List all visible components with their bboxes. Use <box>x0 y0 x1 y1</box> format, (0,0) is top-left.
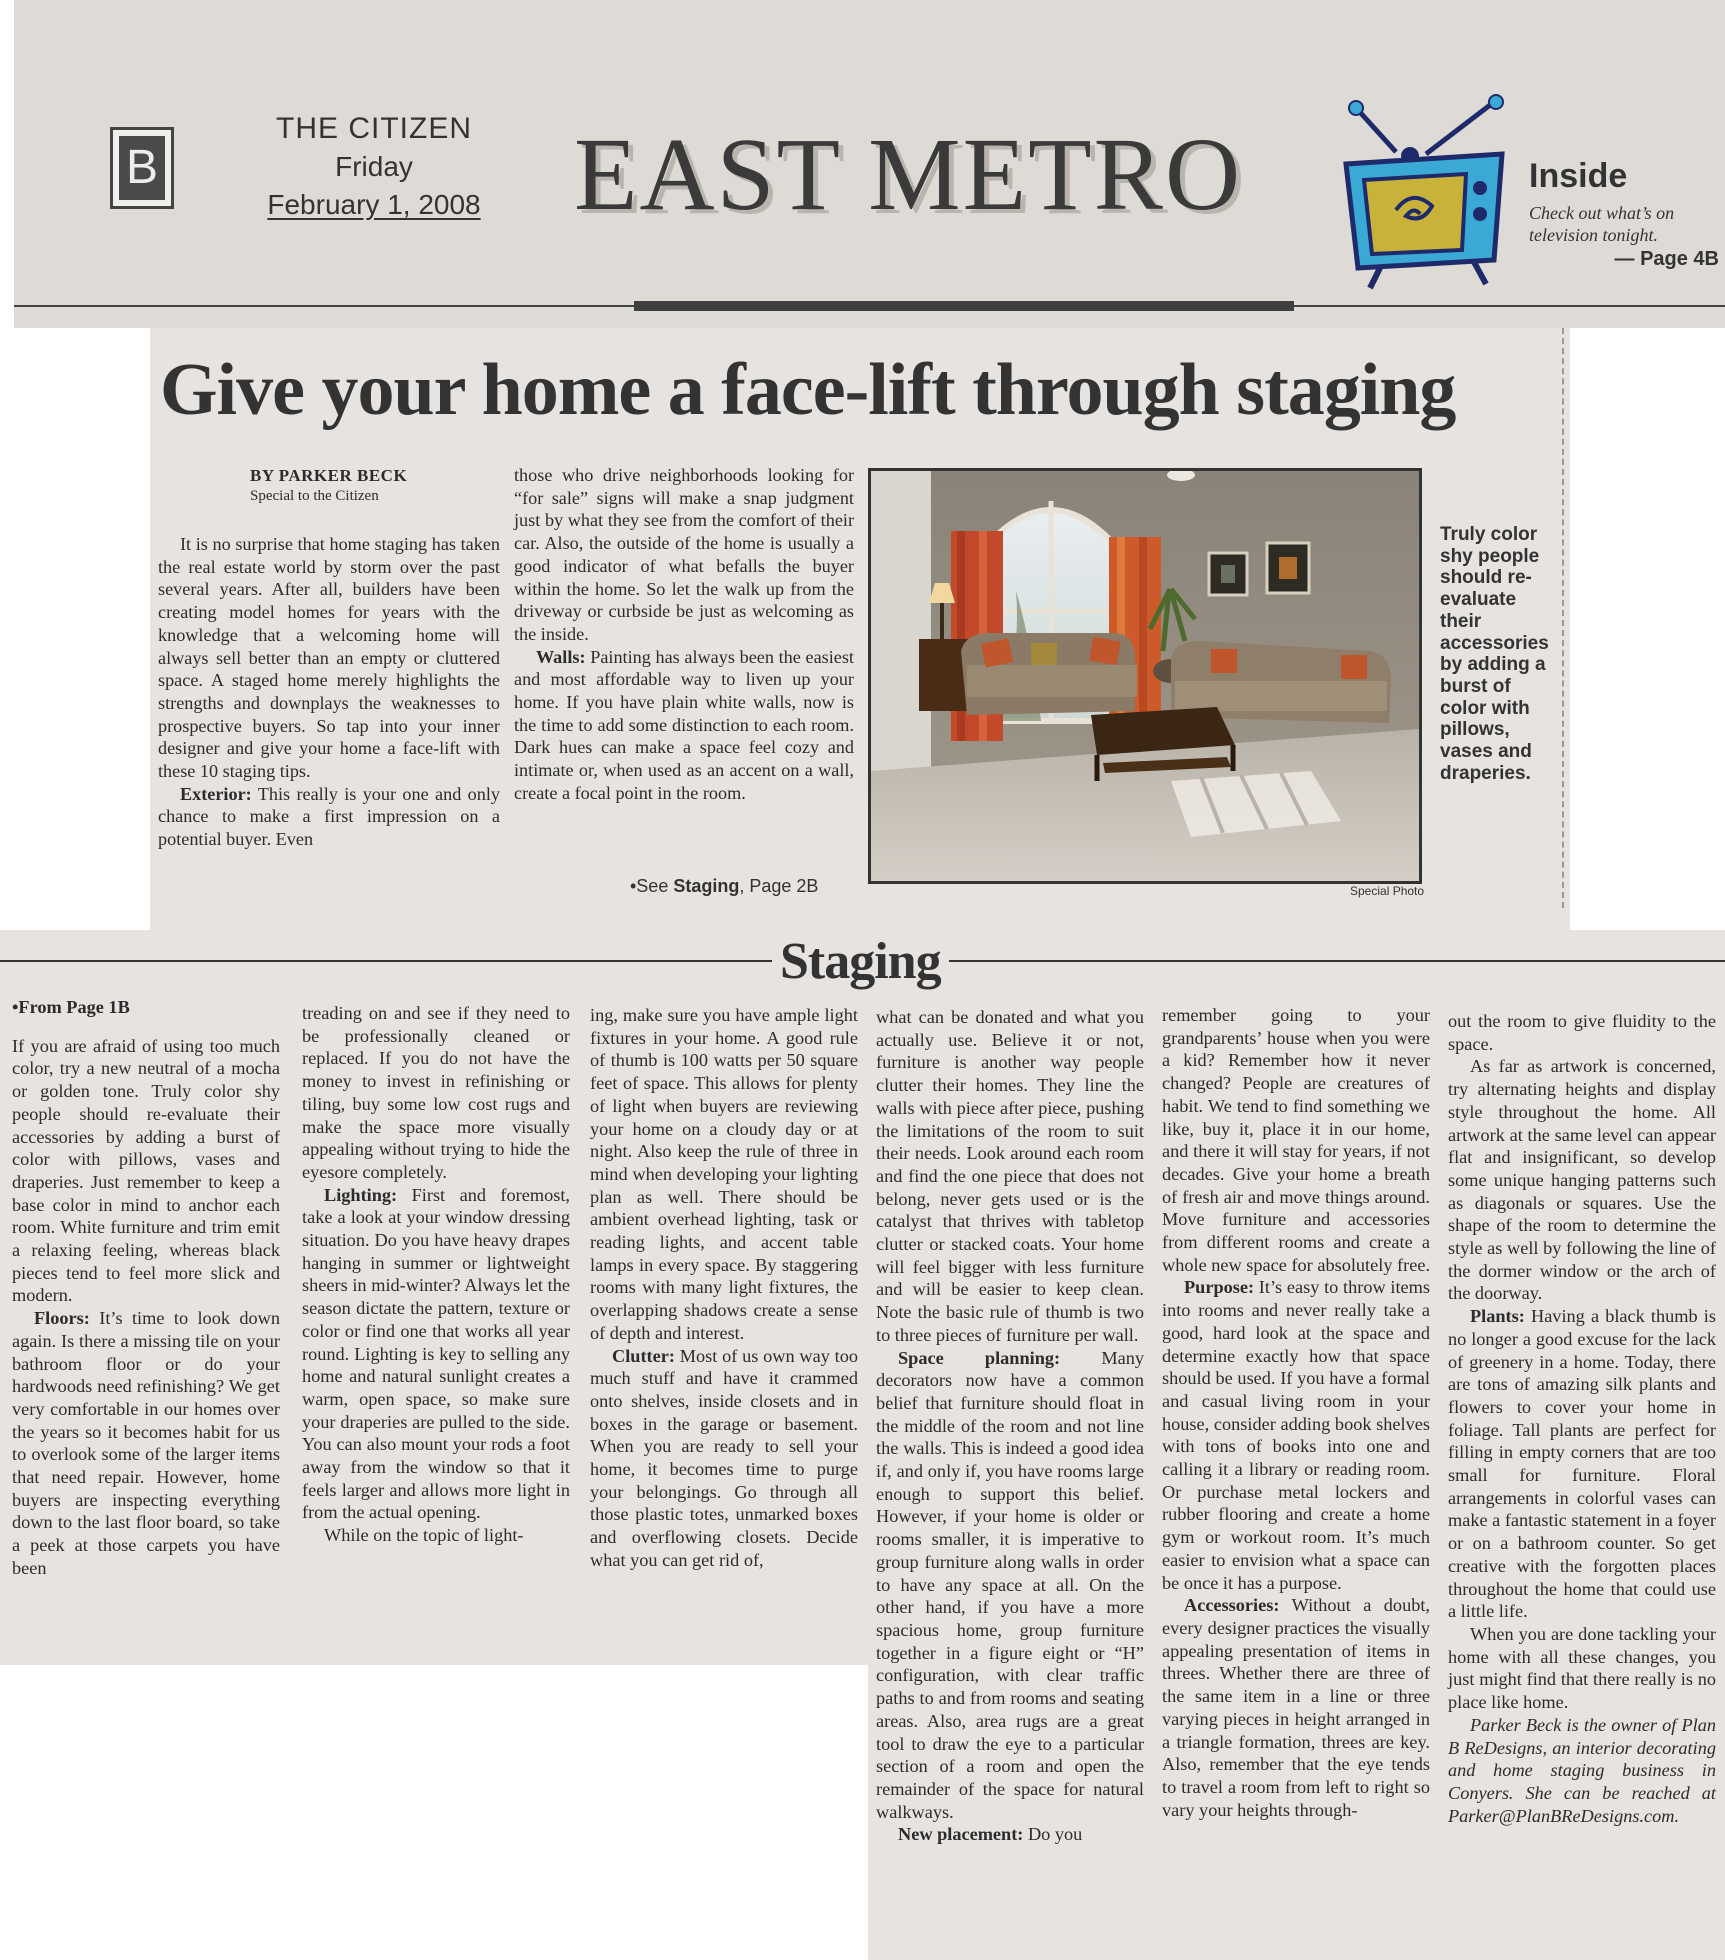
inside-teaser-box <box>1529 156 1719 271</box>
jump-kicker: •From Page 1B <box>12 997 130 1017</box>
paragraph-lead: Purpose: <box>1184 1277 1255 1298</box>
paragraph-text: It’s easy to throw items into rooms and never really take a good, hard look at the space and determine exactly how that space should be used. If you have a formal and casual living room in your house, consider adding book shelves with tons of books into one and calling it a library or reading room. Or purchase metal lockers and rubber flooring and create a home gym or workout room. It’s much easier to envision what a space can be once it has a purpose. <box>1162 1277 1430 1593</box>
jump-title: Staging <box>772 932 949 992</box>
paragraph <box>1162 1276 1430 1594</box>
jump-page: , Page 2B <box>739 876 819 896</box>
paragraph-text: This really is your one and only chance to make a first impression on a potential buyer. Even <box>158 783 500 850</box>
paragraph <box>590 1004 858 1345</box>
article-column-2 <box>514 464 854 805</box>
paragraph <box>514 464 854 646</box>
paragraph-text: Without a doubt, every designer practices the visually appealing presentation of items in threes. Whether there are three of the same item in a line or three varying pieces in height arranged in a triangle formation, threes are key. Also, remember that the eye tends to travel a room from left to right so vary your heights through- <box>1162 1595 1430 1820</box>
jump-reference <box>630 876 818 897</box>
paragraph <box>1448 1010 1716 1055</box>
paragraph-lead: Floors: <box>34 1308 90 1329</box>
paragraph-text: It is no surprise that home staging has taken the real estate world by storm over the past several years. After all, builders have been creating model homes for years with the knowledge that a welcoming home will always sell better than an empty or cluttered space. A staged home merely highlights the strengths and downplays the weaknesses to prospective buyers. So tap into your inner designer and give your home a face-lift with these 10 staging tips. <box>158 534 500 782</box>
paragraph-text: treading on and see if they need to be professionally cleaned or replaced. If you do not have the money to invest in refinishing or tiling, buy some low cost rugs and make the space more visually appealing without trying to hide the eyesore completely. <box>302 1003 570 1182</box>
paragraph-text: out the room to give fluidity to the space. <box>1448 1011 1716 1054</box>
section-name: EAST METRO <box>574 117 1243 232</box>
paper-info <box>254 110 494 224</box>
paragraph-text: remember going to your grandparents’ house when you were a kid? Remember how it never changed? People are creatures of habit. We tend to find something we like, buy it, place it in our home, and there it will stay for years, if not decades. Give your home a breath of fresh air and move things around. Move furniture and accessories from different rooms and create a whole new space for absolutely free. <box>1162 1005 1431 1275</box>
author-bio: Parker Beck is the owner of Plan B ReDesigns, an interior decorating and home staging business in Conyers. She can be reached at Parker@PlanBReDesigns.com. <box>1448 1714 1716 1826</box>
article-column-1 <box>158 533 500 851</box>
paragraph-lead: Lighting: <box>324 1184 398 1205</box>
paragraph-text: It’s time to look down again. Is there a missing tile on your bathroom floor or do your hardwoods need refinishing? We get very comfortable in our homes over the years so it becomes habit for us to overlook some of the larger items that need repair. However, home buyers are inspecting everything down to the last floor board, so take a peek at those carpets you have been <box>12 1308 280 1578</box>
jump-word: Staging <box>673 876 740 896</box>
paragraph <box>514 646 854 805</box>
paragraph-text: Most of us own way too much stuff and have it crammed onto shelves, inside closets and in boxes in the garage or basement. When you are ready to sell your home, it becomes time to purge your belongings. Go through all those plastic totes, unmarked boxes and overflowing closets. Decide what you can get rid of, <box>590 1345 858 1570</box>
jump-column-2 <box>302 1002 570 1547</box>
paragraph <box>1162 1004 1430 1276</box>
paragraph-text: ing, make sure you have ample light fixtures in your home. A good rule of thumb is 100 watts per 50 square feet of space. This allows for plenty of light when buyers are reviewing your home on a cloudy day or at night. Also keep the rule of three in mind when developing your lighting plan as well. There should be ambient overhead lighting, task or reading lights, and accent table lamps in every space. By staggering rooms with many light fixtures, the overlapping shadows create a sense of depth and interest. <box>590 1005 858 1343</box>
paragraph-text: When you are done tackling your home with all these changes, you just might find that there really is no place like home. <box>1448 1623 1716 1713</box>
section-letter-badge <box>110 127 174 209</box>
inside-page-ref: — Page 4B <box>1614 248 1719 270</box>
paragraph <box>1448 1305 1716 1623</box>
section-letter: B <box>119 136 165 200</box>
paragraph-text: First and foremost, take a look at your window dressing situation. Do you have heavy drapes hanging in summer or lightweight sheers in mid-winter? Always let the season dictate the pattern, texture or color or find one that works all year round. Lighting is key to selling any home and natural sunlight creates a warm, open space, so make sure your draperies are pulled to the side. You can also mount your rods a foot away from the window so that it feels larger and allows more light in from the actual opening. <box>302 1184 570 1523</box>
paragraph <box>158 533 500 783</box>
jump-prefix: •See <box>630 876 674 896</box>
paper-name: THE CITIZEN <box>276 112 472 145</box>
inside-teaser: Check out what’s on television tonight. <box>1529 203 1675 245</box>
byline-credit: Special to the Citizen <box>250 488 379 504</box>
living-room-illustration <box>871 471 1419 881</box>
jump-section <box>0 930 1725 1960</box>
paragraph-lead: Space planning: <box>898 1347 1061 1368</box>
paragraph <box>1162 1594 1430 1821</box>
jump-column-3 <box>590 1004 858 1572</box>
paragraph-text: Having a black thumb is no longer a good excuse for the lack of greenery in a home. Today, there are tons of amazing silk plants and flowers to cover your home in foliage. Tall plants are perfect for filling in empty corners that are too small for furniture. Floral arrangements in colorful vases can make a fantastic statement in a foyer or on a bathroom counter. So get creative with the forgotten places throughout the home that could use a little life. <box>1448 1306 1717 1622</box>
paragraph-text: While on the topic of light- <box>324 1525 524 1546</box>
front-article <box>150 328 1570 930</box>
issue-date: February 1, 2008 <box>267 189 481 220</box>
paragraph <box>876 1823 1144 1846</box>
jump-column-6 <box>1448 1010 1716 1827</box>
paragraph-text: If you are afraid of using too much color, try a new neutral of a mocha or golden tone. Truly color shy people should re-evaluate their accessories by adding a burst of color with pillows, vases and draperies. Just remember to keep a base color in mind to anchor each room. White furniture and trim emit a relaxing feeling, whereas black pieces tend to feel more slick and modern. <box>12 1035 280 1306</box>
byline: BY PARKER BECK <box>250 466 408 485</box>
paragraph <box>876 1347 1144 1824</box>
paragraph <box>302 1524 570 1547</box>
paragraph <box>876 1006 1144 1347</box>
paragraph-lead: New placement: <box>898 1824 1024 1845</box>
jump-column-1 <box>12 996 280 1580</box>
television-icon <box>1334 92 1514 292</box>
issue-day: Friday <box>335 151 413 182</box>
paragraph <box>1448 1055 1716 1305</box>
paragraph <box>590 1345 858 1572</box>
masthead-rule-accent <box>634 301 1294 311</box>
paragraph-lead: Accessories: <box>1184 1595 1280 1616</box>
photo-credit: Special Photo <box>1350 884 1425 898</box>
paragraph-text: what can be donated and what you actually use. Believe it or not, furniture is another way people clutter their homes. They line the walls with piece after piece, pushing the limitations of the room to suit their needs. Look around each room and find the one piece that does not belong, never gets used or is the catalyst that thrives with tabletop clutter or stacked coats. Your home will feel bigger with less furniture and will be easier to keep clean. Note the basic rule of thumb is two to three pieces of furniture per wall. <box>876 1007 1144 1345</box>
photo-caption: Truly color shy people should re-evaluate their accessories by adding a burst of color with pillows, vases and draperies. <box>1440 524 1549 784</box>
paragraph-text: As far as artwork is concerned, try alternating heights and display style throughout the home. All artwork at the same level can appear flat and insignificant, so develop some unique hanging patterns such as diagonals or squares. Use the shape of the room to determine the style as well by following the line of the dormer window or the arch of the doorway. <box>1448 1056 1716 1304</box>
headline: Give your home a face-lift through staging <box>160 349 1456 431</box>
paragraph <box>302 1002 570 1184</box>
paragraph-text: Painting has always been the easiest and most affordable way to liven up your home. If you have plain white walls, now is the time to add some distinction to each room. Dark hues can make a space feel cozy and intimate or, when used as an accent on a wall, create a focal point in the room. <box>514 646 854 803</box>
paragraph-text: Do you <box>1023 1824 1083 1845</box>
column-divider <box>1562 328 1568 908</box>
paragraph <box>302 1184 570 1525</box>
masthead <box>14 0 1725 328</box>
paragraph <box>1448 1623 1716 1714</box>
jump-column-5 <box>1162 1004 1430 1821</box>
paragraph-text: Many decorators now have a common belief that furniture should float in the middle of the room and not line the walls. This is indeed a good idea if, and only if, you have rooms large enough to support this belief. However, if your home is older or rooms smaller, it is imperative to group furniture along walls in order to have any space at all. On the other hand, if you have a more spacious home, group furniture together in a figure eight or “H” configuration, with clear traffic paths to and from rooms and seating areas. Also, area rugs are a great tool to draw the eye to a particular section of a room and open the remainder of the space for natural walkways. <box>876 1347 1144 1822</box>
paragraph-lead: Exterior: <box>180 783 252 804</box>
paragraph <box>158 783 500 851</box>
paragraph <box>12 1307 280 1579</box>
paragraph-lead: Walls: <box>536 646 586 667</box>
paragraph-lead: Plants: <box>1470 1306 1525 1327</box>
living-room-photo <box>868 468 1422 884</box>
jump-column-4 <box>876 1006 1144 1846</box>
paragraph-lead: Clutter: <box>612 1345 675 1366</box>
paragraph-text: those who drive neighborhoods looking for “for sale” signs will make a snap judgment just by what they see from the comfort of their car. Also, the outside of the home is usually a good indicator of what befalls the buyer within the home. So let the walk up from the driveway or curbside be just as welcoming as the inside. <box>514 465 854 644</box>
paragraph <box>12 1035 280 1307</box>
inside-title: Inside <box>1529 157 1628 195</box>
